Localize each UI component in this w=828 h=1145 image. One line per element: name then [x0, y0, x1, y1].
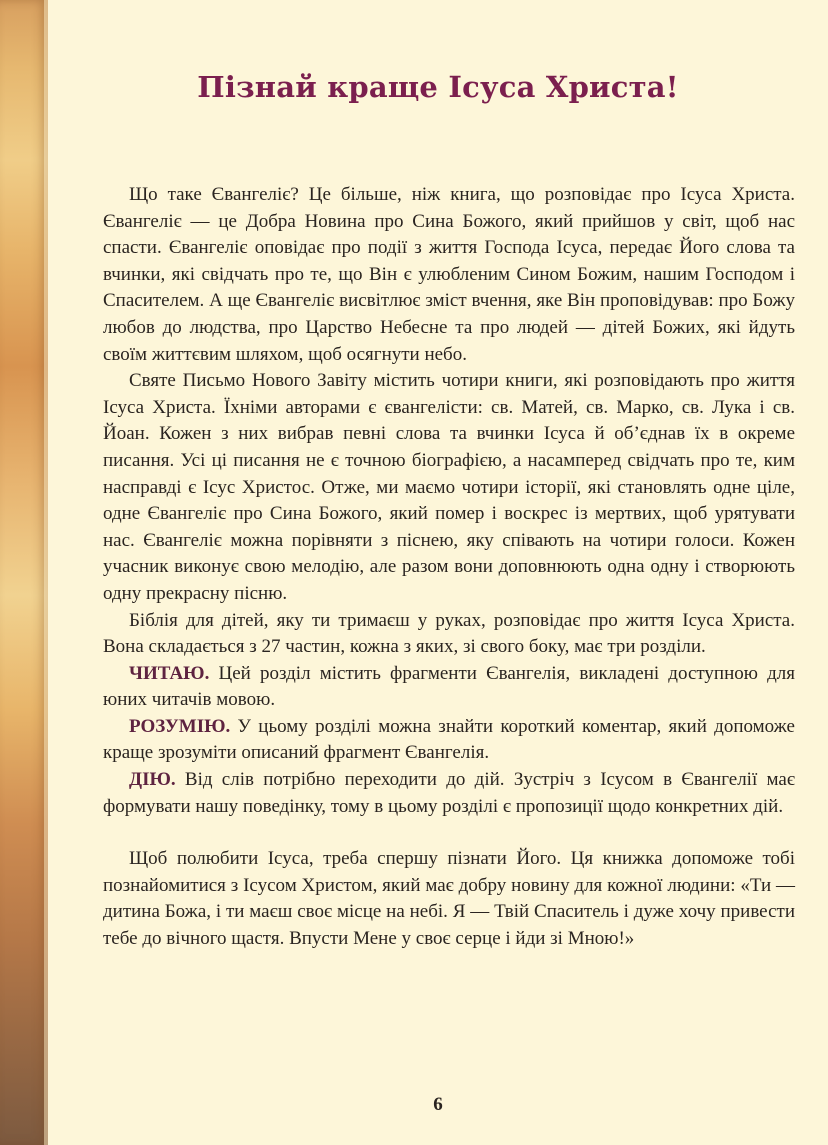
book-edge-illustration — [0, 0, 48, 1145]
paragraph-intro: Що таке Євангеліє? Це більше, ніж книга, що розповідає про Ісуса Христа. Євангеліє — це Добра Новина про Сина Божого, який прийшов у світ, щоб нас спасти. Євангеліє оповідає про події з життя Господа Ісуса, передає Його слова та вчинки, які свідчать про те, що Він є улюбленим Сином Божим, нашим Господом і Спасителем. А ще Євангеліє висвітлює зміст вчення, яке Він проповідував: про Божу любов до людства, про Царство Небесне та про людей — дітей Божих, які йдуть своїм життєвим шляхом, щоб осягнути небо. — [103, 184, 795, 365]
paragraph-read-section — [103, 661, 795, 714]
term-read-description: Цей розділ містить фрагменти Євангелія, викладені доступною для юних читачів мовою. — [103, 662, 795, 711]
book-page — [48, 0, 828, 1145]
paragraph-bible-structure: Біблія для дітей, яку ти тримаєш у руках, розповідає про життя Ісуса Христа. Вона складається з 27 частин, кожна з яких, зі свого боку, має три розділи. — [103, 609, 795, 658]
paragraph-act-section — [103, 767, 795, 820]
paragraph-understand-section — [103, 714, 795, 767]
page-number: 6 — [433, 1094, 443, 1115]
paragraph-spacer — [103, 820, 795, 846]
paragraph-four-gospels: Святе Письмо Нового Завіту містить чотири книги, які розповідають про життя Ісуса Христа. Їхніми авторами є євангелісти: св. Матей, св. Марко, св. Лука і св. Йоан. Кожен з них вибрав певні слова та вчинки Ісуса й об’єднав їх в окреме писання. Усі ці писання не є точною біографією, а насамперед свідчать про те, ким насправді є Ісус Христос. Отже, ми маємо чотири історії, які становлять одне ціле, одне Євангеліє про Сина Божого, який помер і воскрес із мертвих, щоб урятувати нас. Євангеліє можна порівняти з піснею, яку співають на чотири голоси. Кожен учасник виконує свою мелодію, але разом вони доповнюють одна одну і створюють одну прекрасну пісню. — [103, 370, 795, 604]
term-act: ДІЮ. — [129, 769, 176, 791]
body-text — [103, 182, 795, 953]
term-understand: РОЗУМІЮ. — [129, 715, 231, 737]
page-title: Пізнай краще Ісуса Христа! — [197, 70, 679, 104]
term-act-description: Від слів потрібно переходити до дій. Зустріч з Ісусом в Євангелії має формувати нашу поведінку, тому в цьому розділі є пропозиції щодо конкретних дій. — [103, 769, 796, 817]
term-understand-description: У цьому розділі можна знайти короткий коментар, який допоможе краще зрозуміти описаний фрагмент Євангелія. — [103, 715, 795, 764]
term-read: ЧИТАЮ. — [129, 662, 210, 684]
paragraph-closing: Щоб полюбити Ісуса, треба спершу пізнати Його. Ця книжка допоможе тобі познайомитися з Ісусом Христом, який має добру новину для кожної людини: «Ти — дитина Божа, і ти маєш своє місце на небі. Я — Твій Спаситель і дуже хочу привести тебе до вічного щастя. Впусти Мене у своє серце і йди зі Мною!» — [103, 848, 795, 950]
